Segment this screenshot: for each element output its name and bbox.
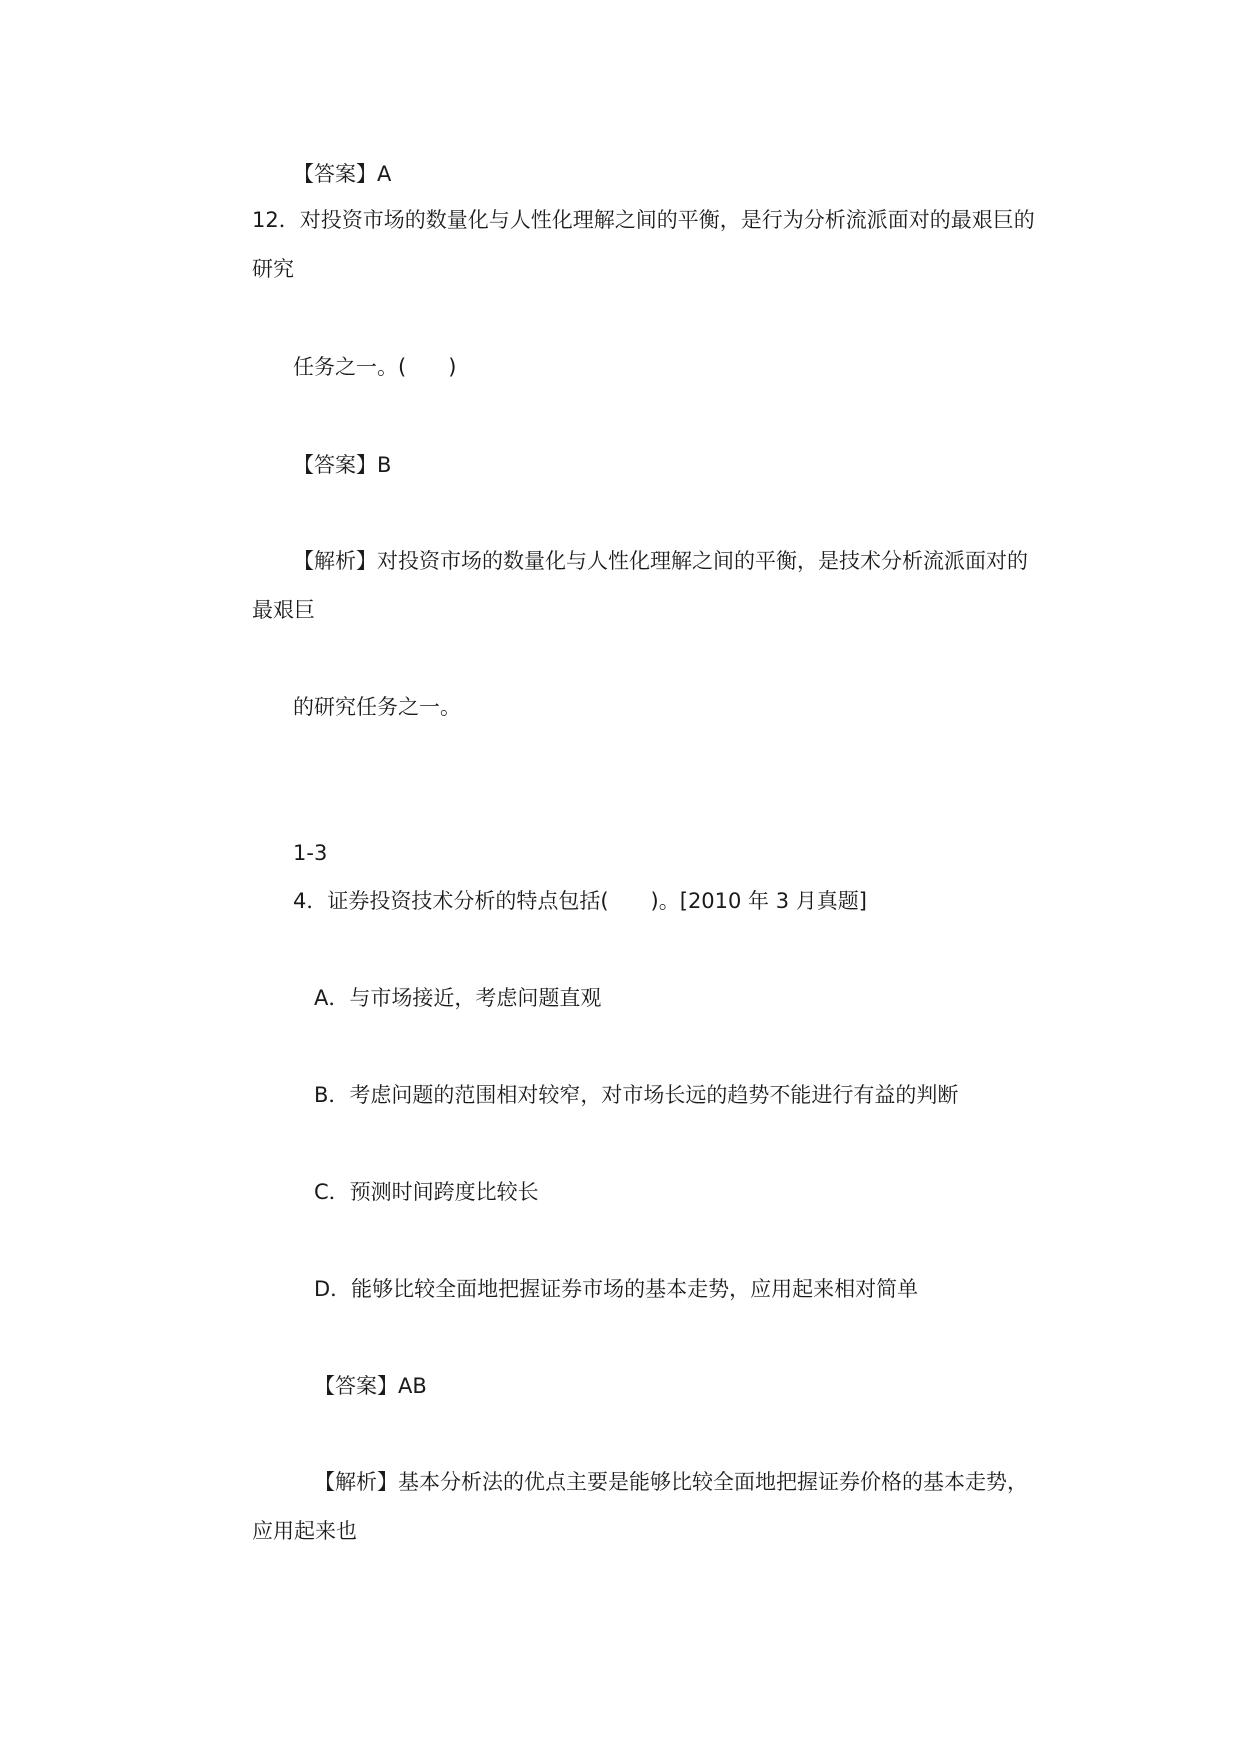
question-12-line-1: 12．对投资市场的数量化与人性化理解之间的平衡，是行为分析流派面对的最艰巨的: [252, 208, 1035, 232]
option-a: A．与市场接近，考虑问题直观: [314, 986, 602, 1010]
answer-label-q4: 【答案】AB: [314, 1374, 427, 1398]
explanation-12-line-2: 最艰巨: [252, 598, 315, 622]
question-12-line-2: 研究: [252, 257, 294, 281]
option-b: B．考虑问题的范围相对较窄，对市场长远的趋势不能进行有益的判断: [314, 1083, 959, 1107]
section-number: 1-3: [293, 841, 328, 865]
explanation-4-line-1: 【解析】基本分析法的优点主要是能够比较全面地把握证券价格的基本走势，: [314, 1470, 1028, 1494]
option-d: D．能够比较全面地把握证券市场的基本走势，应用起来相对简单: [314, 1277, 919, 1301]
explanation-12-line-3: 的研究任务之一。: [293, 695, 461, 719]
question-4: 4．证券投资技术分析的特点包括( )。[2010 年 3 月真题]: [293, 889, 867, 913]
question-12-line-3: 任务之一。( ): [293, 355, 457, 379]
explanation-4-line-2: 应用起来也: [252, 1519, 357, 1543]
answer-label-q11: 【答案】A: [293, 162, 392, 186]
answer-label-q12: 【答案】B: [293, 453, 392, 477]
explanation-12-line-1: 【解析】对投资市场的数量化与人性化理解之间的平衡，是技术分析流派面对的: [293, 549, 1028, 573]
option-c: C．预测时间跨度比较长: [314, 1180, 539, 1204]
